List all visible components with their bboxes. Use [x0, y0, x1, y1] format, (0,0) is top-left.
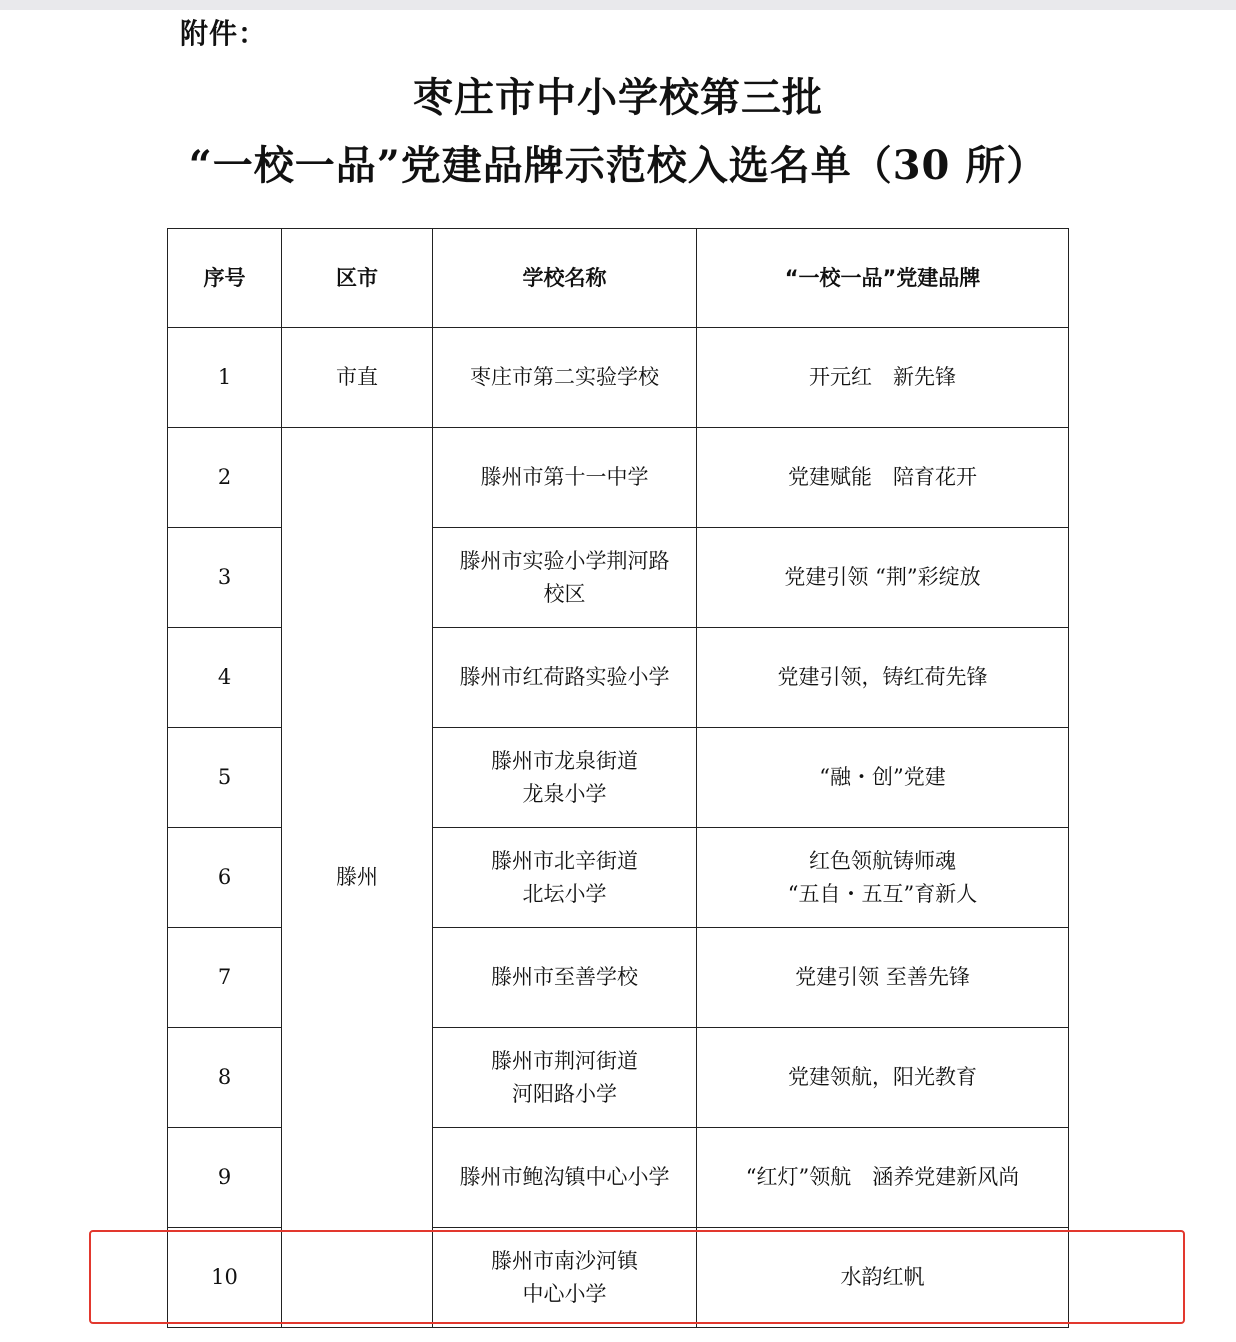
table-row	[168, 328, 1069, 428]
table-row	[168, 428, 1069, 528]
row-index: 4	[168, 628, 282, 728]
viewer-top-bar	[0, 0, 1236, 10]
header-index: 序号	[168, 229, 282, 328]
row-index: 2	[168, 428, 282, 528]
row-brand: 红色领航铸师魂 “五自・五互”育新人	[697, 828, 1069, 928]
header-district: 区市	[282, 229, 433, 328]
document-title-line1: 枣庄市中小学校第三批	[413, 74, 823, 121]
row-brand: 党建赋能 陪育花开	[697, 428, 1069, 528]
header-school-name: 学校名称	[433, 229, 697, 328]
school-list-table	[167, 228, 1069, 1328]
row-brand: “融・创”党建	[697, 728, 1069, 828]
row-school-name: 滕州市实验小学荆河路 校区	[433, 528, 697, 628]
row-school-name: 枣庄市第二实验学校	[433, 328, 697, 428]
row-brand: 党建引领，铸红荷先锋	[697, 628, 1069, 728]
row-index: 3	[168, 528, 282, 628]
attachment-label: 附件：	[180, 17, 268, 50]
row-school-name: 滕州市荆河街道 河阳路小学	[433, 1028, 697, 1128]
row-district-merged: 滕州	[282, 428, 433, 1328]
row-index: 1	[168, 328, 282, 428]
row-school-name: 滕州市红荷路实验小学	[433, 628, 697, 728]
table-header-row	[168, 229, 1069, 328]
row-school-name: 滕州市第十一中学	[433, 428, 697, 528]
row-district: 市直	[282, 328, 433, 428]
row-index: 10	[168, 1228, 282, 1328]
row-school-name: 滕州市南沙河镇 中心小学	[433, 1228, 697, 1328]
row-brand: 党建引领 “荆”彩绽放	[697, 528, 1069, 628]
row-index: 9	[168, 1128, 282, 1228]
row-brand: 开元红 新先锋	[697, 328, 1069, 428]
row-index: 7	[168, 928, 282, 1028]
row-brand: 党建领航，阳光教育	[697, 1028, 1069, 1128]
row-school-name: 滕州市至善学校	[433, 928, 697, 1028]
header-brand: “一校一品”党建品牌	[697, 229, 1069, 328]
row-school-name: 滕州市北辛街道 北坛小学	[433, 828, 697, 928]
document-title-line2: “一校一品”党建品牌示范校入选名单（30 所）	[188, 142, 1048, 189]
row-index: 6	[168, 828, 282, 928]
row-brand: 水韵红帆	[697, 1228, 1069, 1328]
row-school-name: 滕州市龙泉街道 龙泉小学	[433, 728, 697, 828]
row-brand: 党建引领 至善先锋	[697, 928, 1069, 1028]
row-school-name: 滕州市鲍沟镇中心小学	[433, 1128, 697, 1228]
row-brand: “红灯”领航 涵养党建新风尚	[697, 1128, 1069, 1228]
row-index: 5	[168, 728, 282, 828]
row-index: 8	[168, 1028, 282, 1128]
